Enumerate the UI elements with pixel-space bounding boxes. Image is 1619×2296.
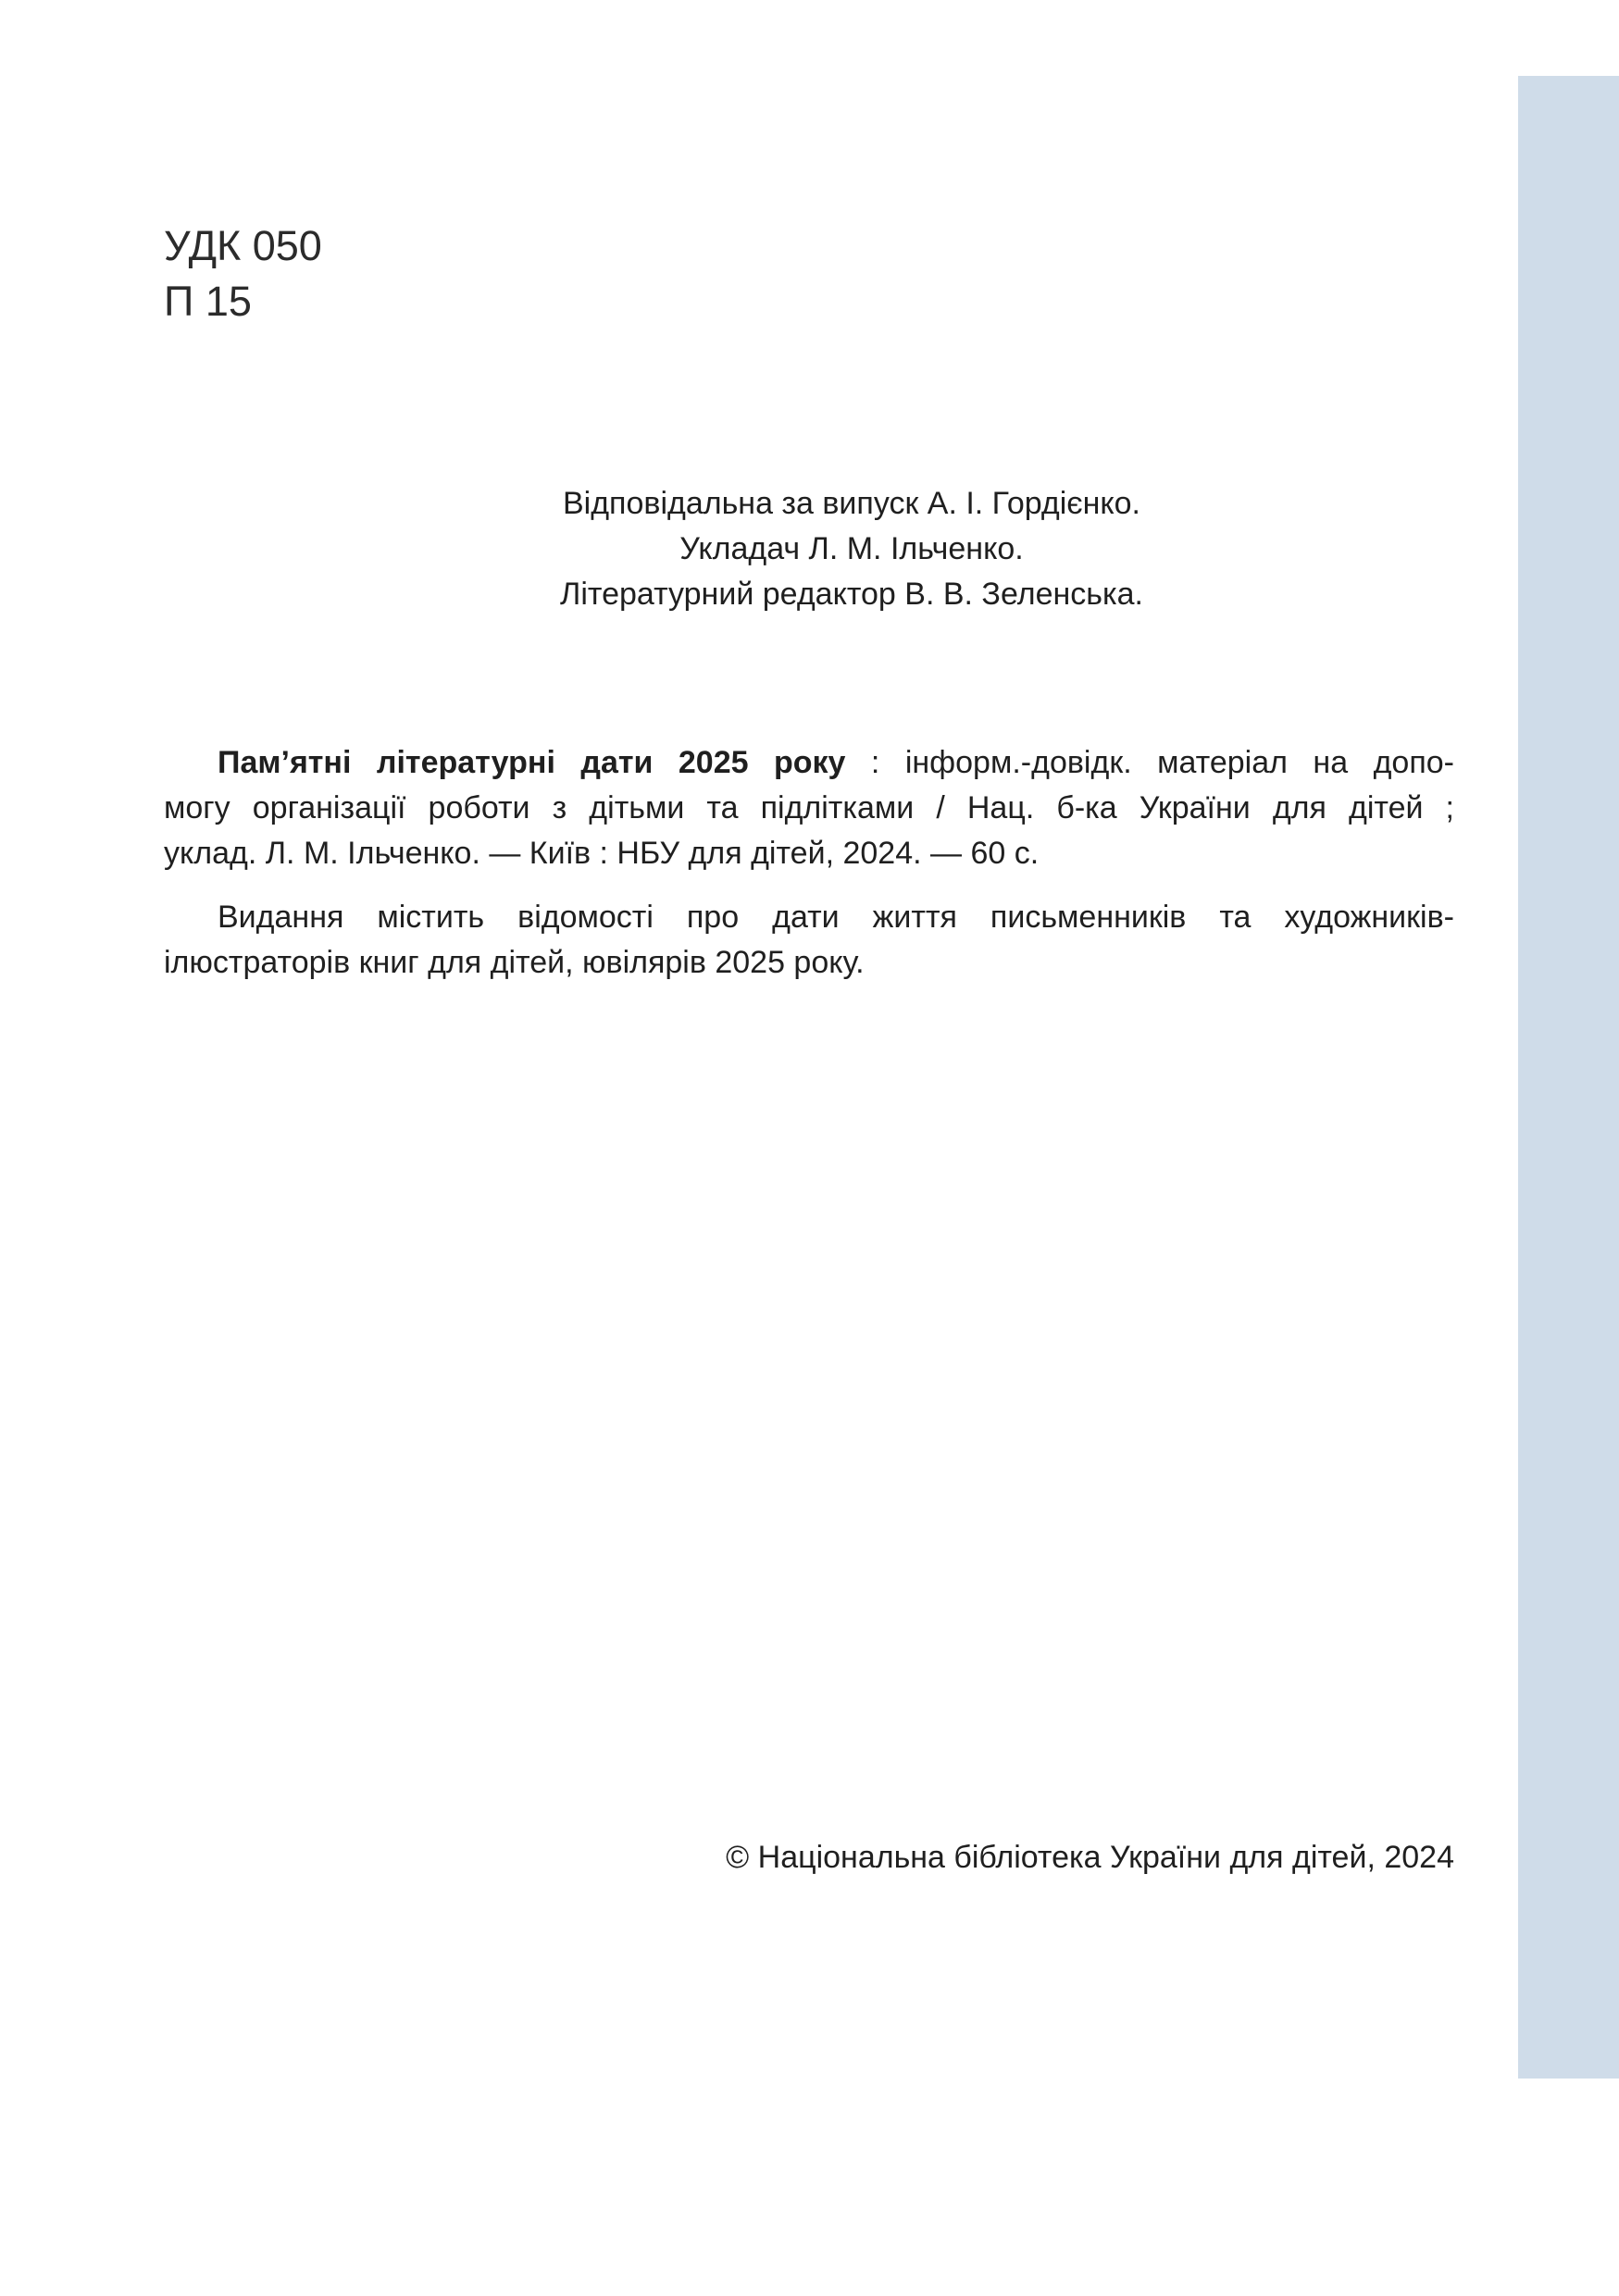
author-sign-code: П 15	[164, 278, 252, 325]
annotation	[164, 895, 1454, 986]
citation-line-1	[164, 740, 1454, 786]
classification-block	[164, 218, 322, 329]
annotation-line-2: ілюстраторів книг для дітей, ювілярів 2025 року.	[164, 945, 865, 980]
responsible-person: Відповідальна за випуск А. І. Гордієнко.	[562, 486, 1140, 521]
credits-block	[398, 481, 1305, 617]
citation-line-3: уклад. Л. М. Ільченко. — Київ : НБУ для дітей, 2024. — 60 с.	[164, 836, 1040, 871]
compiler: Укладач Л. М. Ільченко.	[679, 531, 1024, 566]
udk-code: УДК 050	[164, 222, 322, 269]
book-title: Пам’ятні літературні дати 2025 року	[218, 745, 846, 780]
annotation-line-1: Видання містить відомості про дати життя письменників та художників-	[218, 900, 1454, 935]
citation-line-1-rest: : інформ.-довідк. матеріал на допо-	[845, 745, 1454, 780]
decorative-side-band	[1518, 76, 1619, 2079]
literary-editor: Літературний редактор В. В. Зеленська.	[560, 577, 1143, 612]
bibliographic-citation	[164, 740, 1454, 876]
citation-line-2: могу організації роботи з дітьми та підлітками / Нац. б-ка України для дітей ;	[164, 790, 1454, 825]
copyright-notice: © Національна бібліотека України для дітей, 2024	[726, 1840, 1454, 1875]
